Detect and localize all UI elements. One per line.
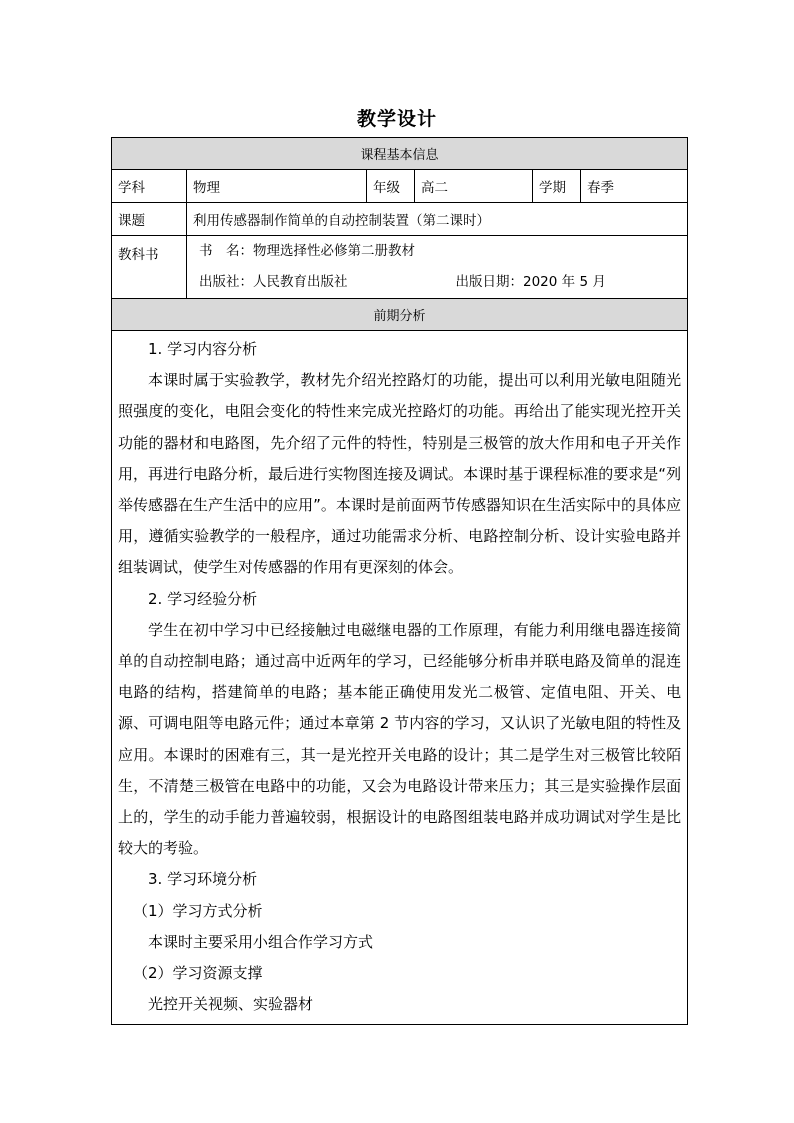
lesson-plan-table xyxy=(111,137,688,1025)
grade-value: 高二 xyxy=(415,170,533,203)
paragraph-experience-analysis: 学生在初中学习中已经接触过电磁继电器的工作原理，有能力利用继电器连接简单的自动控制电路；通过高中近两年的学习，已经能够分析串并联电路及简单的混连电路的结构，搭建简单的电路；基本能正确使用发光二极管、定值电阻、开关、电源、可调电阻等电路元件；通过本章第 2 节内容的学习，又认识了光敏电阻的特性及应用。本课时的困难有三，其一是光控开关电路的设计；其二是学生对三极管比较陌生，不清楚三极管在电路中的功能，又会为电路设计带来压力；其三是实验操作层面上的，学生的动手能力普遍较弱，根据设计的电路图组装电路并成功调试对学生是比较大的考验。 xyxy=(118,620,682,858)
topic-label: 课题 xyxy=(112,203,187,236)
heading-learning-mode: （1）学习方式分析 xyxy=(133,901,263,920)
term-label: 学期 xyxy=(533,170,581,203)
paragraph-content-analysis: 本课时属于实验教学，教材先介绍光控路灯的功能，提出可以利用光敏电阻随光照强度的变化，电阻会变化的特性来完成光控路灯的功能。再给出了能实现光控开关功能的器材和电路图，先介绍了元件的特性，特别是三极管的放大作用和电子开关作用，再进行电路分析，最后进行实物图连接及调试。本课时基于课程标准的要求是“列举传感器在生产生活中的应用”。本课时是前面两节传感器知识在生活实际中的具体应用，遵循实验教学的一般程序，通过功能需求分析、电路控制分析、设计实验电路并组装调试，使学生对传感器的作用有更深刻的体会。 xyxy=(118,371,682,577)
paragraph-learning-mode: 本课时主要采用小组合作学习方式 xyxy=(148,932,374,951)
heading-experience-analysis: 2. 学习经验分析 xyxy=(148,589,258,608)
grade-label: 年级 xyxy=(367,170,415,203)
term-value: 春季 xyxy=(581,170,688,203)
page-title: 教学设计 xyxy=(356,108,437,130)
textbook-label: 教科书 xyxy=(112,236,187,299)
publisher: 出版社：人民教育出版社 xyxy=(199,274,348,290)
paragraph-learning-resources: 光控开关视频、实验器材 xyxy=(148,995,314,1014)
heading-environment-analysis: 3. 学习环境分析 xyxy=(148,870,258,889)
textbook-info xyxy=(187,236,688,299)
heading-learning-resources: （2）学习资源支撑 xyxy=(133,964,263,983)
analysis-body xyxy=(112,331,688,1025)
section-basic-info: 课程基本信息 xyxy=(112,138,688,170)
heading-content-analysis: 1. 学习内容分析 xyxy=(148,340,258,358)
topic-value: 利用传感器制作简单的自动控制装置（第二课时） xyxy=(187,203,688,236)
book-name: 书 名：物理选择性必修第二册教材 xyxy=(199,243,415,259)
publish-date: 出版日期：2020 年 5 月 xyxy=(455,274,606,290)
publisher-line xyxy=(193,267,681,298)
subject-value: 物理 xyxy=(187,170,367,203)
section-preliminary-analysis: 前期分析 xyxy=(112,299,688,331)
subject-label: 学科 xyxy=(112,170,187,203)
